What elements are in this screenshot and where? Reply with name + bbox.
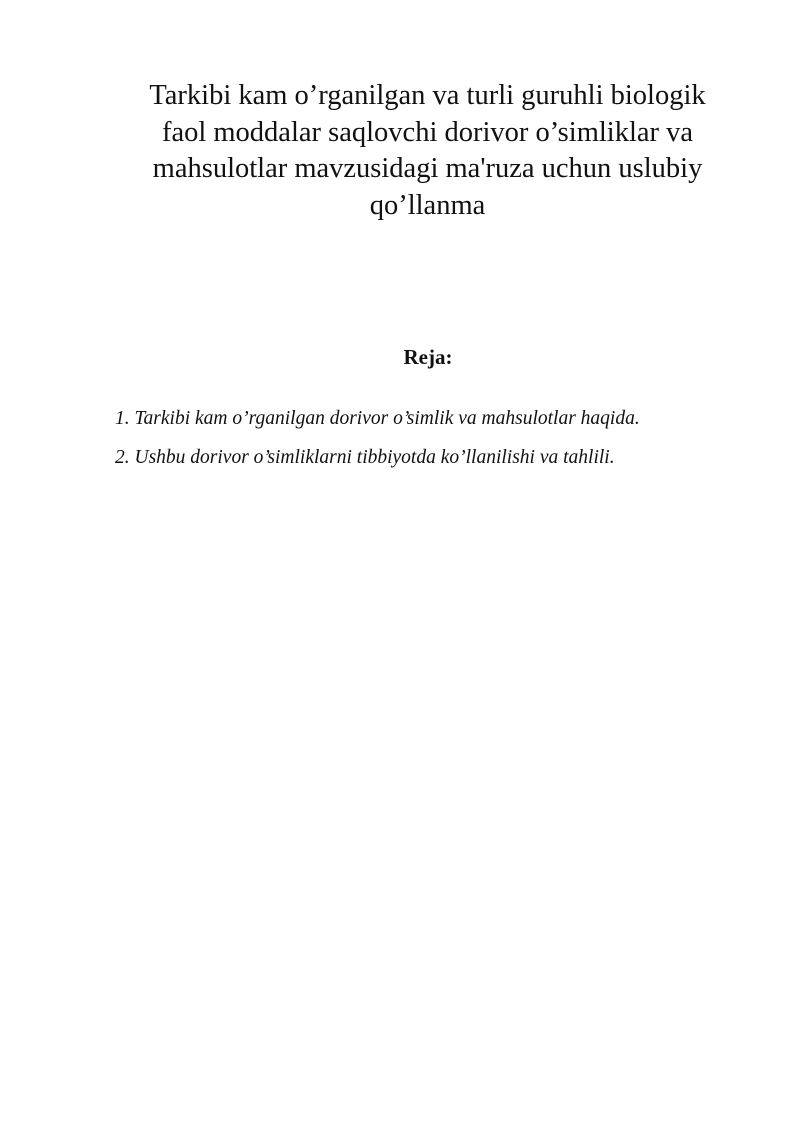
title-line: mahsulotlar mavzusidagi ma'ruza uchun uslubiy <box>152 153 703 184</box>
plan-heading: Reja: <box>403 345 453 369</box>
title-line: faol moddalar saqlovchi dorivor o’simliklar va <box>161 116 694 148</box>
title-line: qo’llanma <box>369 189 486 221</box>
plan-item: 2. Ushbu dorivor o’simliklarni tibbiyotda ko’llanilishi va tahlili. <box>115 447 615 468</box>
title-line: Tarkibi kam o’rganilgan va turli guruhli biologik <box>149 80 706 111</box>
plan-list <box>115 406 640 484</box>
document-title <box>120 78 735 224</box>
plan-item: 1. Tarkibi kam o’rganilgan dorivor o’simlik va mahsulotlar haqida. <box>115 408 640 429</box>
